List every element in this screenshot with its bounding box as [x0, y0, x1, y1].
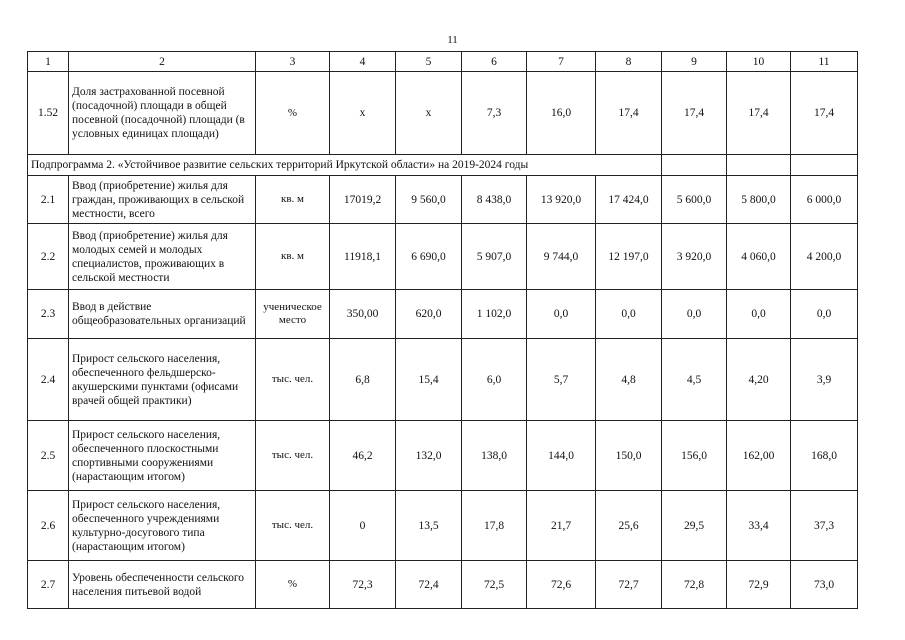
row-number: 2.7	[28, 561, 69, 609]
unit-cell: %	[256, 561, 330, 609]
table-row	[28, 421, 858, 491]
value-cell: 4,5	[662, 339, 727, 421]
value-cell: 162,00	[727, 421, 791, 491]
value-cell: 3,9	[791, 339, 858, 421]
value-cell: 15,4	[396, 339, 462, 421]
value-cell: 17,8	[462, 491, 527, 561]
indicator-name: Ввод в действие общеобразовательных организаций	[69, 290, 256, 339]
indicator-name: Ввод (приобретение) жилья для граждан, проживающих в сельской местности, всего	[69, 176, 256, 224]
value-cell: 72,3	[330, 561, 396, 609]
row-number: 1.52	[28, 72, 69, 155]
indicator-name: Прирост сельского населения, обеспеченного учреждениями культурно-досугового типа (нарастающим итогом)	[69, 491, 256, 561]
indicator-name: Уровень обеспеченности сельского населения питьевой водой	[69, 561, 256, 609]
value-cell: 144,0	[527, 421, 596, 491]
table-row	[28, 491, 858, 561]
value-cell: 5 600,0	[662, 176, 727, 224]
indicator-name: Прирост сельского населения, обеспеченного плоскостными спортивными сооружениями (нарастающим итогом)	[69, 421, 256, 491]
value-cell: 21,7	[527, 491, 596, 561]
value-cell: 11918,1	[330, 224, 396, 290]
value-cell: 6 690,0	[396, 224, 462, 290]
value-cell: 156,0	[662, 421, 727, 491]
value-cell: 72,5	[462, 561, 527, 609]
value-cell: 72,7	[596, 561, 662, 609]
value-cell: 5 907,0	[462, 224, 527, 290]
section-row	[28, 155, 858, 176]
value-cell: 16,0	[527, 72, 596, 155]
value-cell: 37,3	[791, 491, 858, 561]
value-cell: 0	[330, 491, 396, 561]
value-cell: 17,4	[727, 72, 791, 155]
row-number: 2.6	[28, 491, 69, 561]
column-header: 10	[727, 52, 791, 72]
column-header: 8	[596, 52, 662, 72]
value-cell: 6 000,0	[791, 176, 858, 224]
value-cell: 17,4	[596, 72, 662, 155]
value-cell: 1 102,0	[462, 290, 527, 339]
row-number: 2.2	[28, 224, 69, 290]
value-cell: 5,7	[527, 339, 596, 421]
empty-cell	[727, 155, 791, 176]
page-number: 11	[447, 34, 458, 46]
table-row	[28, 176, 858, 224]
value-cell: 0,0	[791, 290, 858, 339]
value-cell: 13,5	[396, 491, 462, 561]
value-cell: x	[330, 72, 396, 155]
value-cell: 4 060,0	[727, 224, 791, 290]
value-cell: 17,4	[791, 72, 858, 155]
value-cell: x	[396, 72, 462, 155]
subprogram-title: Подпрограмма 2. «Устойчивое развитие сельских территорий Иркутской области» на 2019-2024 годы	[28, 155, 662, 176]
value-cell: 29,5	[662, 491, 727, 561]
indicator-name: Ввод (приобретение) жилья для молодых семей и молодых специалистов, проживающих в сельской местности	[69, 224, 256, 290]
value-cell: 72,8	[662, 561, 727, 609]
row-number: 2.5	[28, 421, 69, 491]
value-cell: 8 438,0	[462, 176, 527, 224]
value-cell: 72,6	[527, 561, 596, 609]
value-cell: 25,6	[596, 491, 662, 561]
value-cell: 73,0	[791, 561, 858, 609]
value-cell: 6,0	[462, 339, 527, 421]
value-cell: 620,0	[396, 290, 462, 339]
value-cell: 132,0	[396, 421, 462, 491]
unit-cell: кв. м	[256, 176, 330, 224]
value-cell: 0,0	[596, 290, 662, 339]
column-header: 2	[69, 52, 256, 72]
value-cell: 0,0	[662, 290, 727, 339]
value-cell: 168,0	[791, 421, 858, 491]
column-header: 3	[256, 52, 330, 72]
value-cell: 4,8	[596, 339, 662, 421]
value-cell: 13 920,0	[527, 176, 596, 224]
value-cell: 17019,2	[330, 176, 396, 224]
value-cell: 5 800,0	[727, 176, 791, 224]
table-row	[28, 290, 858, 339]
indicator-name: Прирост сельского населения, обеспеченного фельдшерско-акушерскими пунктами (офисами врачей общей практики)	[69, 339, 256, 421]
column-header: 1	[28, 52, 69, 72]
value-cell: 33,4	[727, 491, 791, 561]
column-header: 11	[791, 52, 858, 72]
value-cell: 9 744,0	[527, 224, 596, 290]
value-cell: 4,20	[727, 339, 791, 421]
table-row	[28, 72, 858, 155]
table-row	[28, 339, 858, 421]
value-cell: 17 424,0	[596, 176, 662, 224]
value-cell: 17,4	[662, 72, 727, 155]
value-cell: 72,4	[396, 561, 462, 609]
indicator-name: Доля застрахованной посевной (посадочной) площади в общей посевной (посадочной) площади (в условных единицах площади)	[69, 72, 256, 155]
unit-cell: тыс. чел.	[256, 339, 330, 421]
value-cell: 46,2	[330, 421, 396, 491]
unit-cell: тыс. чел.	[256, 421, 330, 491]
unit-cell: ученическое место	[256, 290, 330, 339]
value-cell: 3 920,0	[662, 224, 727, 290]
table-row	[28, 561, 858, 609]
column-header: 7	[527, 52, 596, 72]
value-cell: 6,8	[330, 339, 396, 421]
column-header: 5	[396, 52, 462, 72]
value-cell: 150,0	[596, 421, 662, 491]
unit-cell: кв. м	[256, 224, 330, 290]
indicators-table	[27, 51, 858, 609]
value-cell: 4 200,0	[791, 224, 858, 290]
column-header-row	[28, 52, 858, 72]
value-cell: 9 560,0	[396, 176, 462, 224]
value-cell: 7,3	[462, 72, 527, 155]
empty-cell	[662, 155, 727, 176]
value-cell: 72,9	[727, 561, 791, 609]
value-cell: 0,0	[527, 290, 596, 339]
unit-cell: %	[256, 72, 330, 155]
row-number: 2.3	[28, 290, 69, 339]
column-header: 9	[662, 52, 727, 72]
table-row	[28, 224, 858, 290]
row-number: 2.4	[28, 339, 69, 421]
row-number: 2.1	[28, 176, 69, 224]
empty-cell	[791, 155, 858, 176]
value-cell: 138,0	[462, 421, 527, 491]
column-header: 6	[462, 52, 527, 72]
unit-cell: тыс. чел.	[256, 491, 330, 561]
column-header: 4	[330, 52, 396, 72]
value-cell: 12 197,0	[596, 224, 662, 290]
value-cell: 350,00	[330, 290, 396, 339]
value-cell: 0,0	[727, 290, 791, 339]
